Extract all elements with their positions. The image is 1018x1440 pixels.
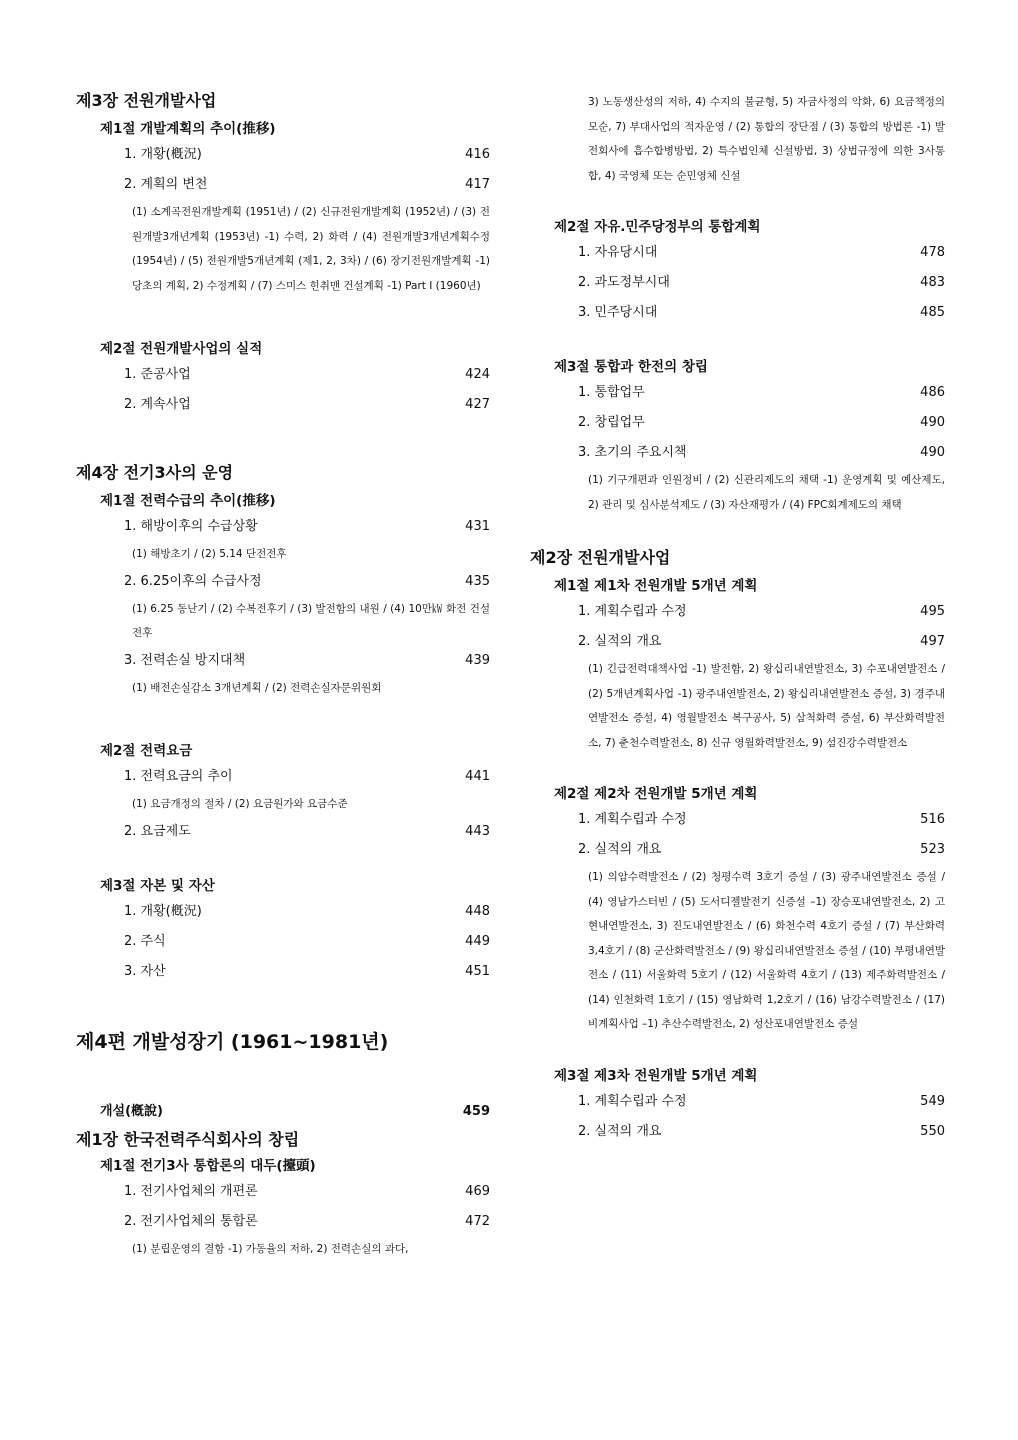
toc-entry[interactable]: 2. 계속사업 427 [124, 397, 490, 412]
right-column [530, 90, 945, 1147]
chapter-heading: 제4장 전기3사의 운영 [76, 463, 234, 482]
toc-entry[interactable]: 3. 자산 451 [124, 963, 490, 979]
toc-detail: (1) 의암수력발전소 / (2) 청평수력 3호기 증설 / (3) 광주내연발전소 증설 / (4) 영남가스터빈 / (5) 도서디젤발전기 신증설 –1) 장승포내연발전소, 2) 고현내연발전소, 3) 진도내연발전소 / (6) 화천수력 4호기 증설 / (7) 부산화력 3,4호기 / (8) 군산화력발전소 / (9) 왕십리내연발전소 증설 / (10) 부평내연발전소 / (11) 서울화력 5호기 / (12) 서울화력 4호기 / (13) 제주화력발전소 / (14) 인천화력 1호기 / (15) 영남화력 1,2호기 / (16) 남강수력발전소 / (17) 비계획사업 –1) 추산수력발전소, 2) 성산포내연발전소 증설 [588, 871, 945, 1030]
toc-detail: (1) 기구개편과 인원정비 / (2) 신관리제도의 채택 -1) 운영계획 및 예산제도, 2) 관리 및 심사분석제도 / (3) 자산재평가 / (4) FPC회계제도의 채택 [588, 474, 945, 511]
section-heading: 제2절 자유.민주당정부의 통합계획 [554, 219, 761, 235]
toc-detail: (1) 긴급전력대책사업 -1) 발전함, 2) 왕십리내연발전소, 3) 수포내연발전소 / (2) 5개년계획사업 -1) 광주내연발전소, 2) 왕십리내연발전소 증설, 3) 경주내연발전소 증설, 4) 영월발전소 복구공사, 5) 삼척화력 증설, 6) 부산화력발전소, 7) 춘천수력발전소, 8) 신규 영월화력발전소, 9) 섬진강수력발전소 [588, 663, 945, 749]
toc-entry[interactable]: 3. 전력손실 방지대책 439 [124, 652, 490, 668]
section-heading: 제3절 통합과 한전의 창립 [554, 359, 708, 375]
toc-entry[interactable]: 2. 실적의 개요 550 [578, 1123, 945, 1139]
toc-entry[interactable]: 1. 개황(槪況) 448 [124, 903, 490, 919]
section-heading: 제2절 전력요금 [100, 743, 193, 759]
section-heading: 제1절 전기3사 통합론의 대두(擡頭) [100, 1157, 316, 1174]
toc-entry[interactable]: 2. 6.25이후의 수급사정 435 [124, 573, 490, 589]
toc-detail: (1) 배전손실감소 3개년계획 / (2) 전력손실자문위원회 [132, 681, 382, 694]
section-heading: 제3절 자본 및 자산 [100, 877, 215, 894]
toc-entry[interactable]: 1. 계획수립과 수정 516 [578, 812, 945, 827]
left-column [76, 88, 490, 1261]
toc-detail: (1) 분립운영의 결함 -1) 가동율의 저하, 2) 전력손실의 과다, [132, 1242, 409, 1255]
toc-entry[interactable]: 1. 전력요금의 추이 441 [124, 769, 490, 784]
toc-detail: (1) 6.25 동난기 / (2) 수복전후기 / (3) 발전함의 내원 / (4) 10만㎾ 화전 건설전후 [132, 602, 490, 639]
toc-detail: (1) 해방초기 / (2) 5.14 단전전후 [132, 548, 287, 560]
toc-entry[interactable]: 2. 창립업무 490 [578, 415, 945, 430]
section-heading: 제1절 제1차 전원개발 5개년 계획 [554, 578, 758, 594]
toc-entry[interactable]: 1. 통합업무 486 [578, 385, 945, 400]
chapter-heading: 제3장 전원개발사업 [76, 91, 217, 110]
toc-entry[interactable]: 2. 실적의 개요 497 [578, 634, 945, 649]
toc-entry[interactable]: 1. 준공사업 424 [124, 367, 490, 382]
toc-entry[interactable]: 1. 개황(槪況) 416 [124, 147, 490, 162]
section-heading: 제2절 전원개발사업의 실적 [100, 341, 263, 357]
chapter-heading: 제2장 전원개발사업 [530, 548, 671, 567]
toc-detail: (1) 소계곡전원개발계획 (1951년) / (2) 신규전원개발계획 (1952년) / (3) 전원개발3개년계획 (1953년) -1) 수력, 2) 화력 / (4) 전원개발3개년계획수정 (1954년) / (5) 전원개발5개년계획 (제1, 2, 3차) / (6) 장기전원개발계획 -1) 당초의 계획, 2) 수정계획 / (7) 스미스 힌취맨 건설계획 -1) Part Ⅰ (1960년) [132, 206, 490, 292]
toc-entry[interactable]: 2. 실적의 개요 523 [578, 842, 945, 857]
toc-entry[interactable]: 1. 계획수립과 수정 549 [578, 1093, 945, 1109]
section-heading: 제1절 전력수급의 추이(推移) [100, 493, 276, 509]
section-heading: 제1절 개발계획의 추이(推移) [100, 121, 276, 137]
toc-entry[interactable]: 2. 과도정부시대 483 [578, 275, 945, 290]
toc-entry[interactable]: 2. 전기사업체의 통합론 472 [124, 1213, 490, 1229]
part-heading: 제4편 개발성장기 (1961~1981년) [76, 1030, 389, 1053]
toc-entry[interactable]: 1. 계획수립과 수정 495 [578, 604, 945, 619]
toc-entry[interactable]: 3. 민주당시대 485 [578, 305, 945, 320]
toc-entry[interactable]: 1. 자유당시대 478 [578, 245, 945, 260]
section-heading: 제2절 제2차 전원개발 5개년 계획 [554, 786, 758, 802]
toc-entry[interactable]: 2. 계획의 변천 417 [124, 177, 490, 192]
section-heading: 제3절 제3차 전원개발 5개년 계획 [554, 1067, 758, 1084]
toc-entry[interactable]: 2. 요금제도 443 [124, 823, 490, 839]
toc-entry[interactable]: 3. 초기의 주요시책 490 [578, 445, 945, 460]
toc-entry[interactable]: 2. 주식 449 [124, 933, 490, 949]
toc-detail: 3) 노동생산성의 저하, 4) 수지의 불균형, 5) 자금사정의 악화, 6) 요금책정의 모순, 7) 부대사업의 적자운영 / (2) 통합의 장단점 / (3) 통합의 방법론 -1) 발전회사에 흡수합병방법, 2) 특수법인체 신설방법, 3) 상법규정에 의한 3사통합, 4) 국영체 또는 순민영체 신설 [588, 96, 945, 182]
toc-entry[interactable]: 1. 전기사업체의 개편론 469 [124, 1183, 490, 1199]
toc-entry[interactable]: 1. 해방이후의 수급상황 431 [124, 519, 490, 534]
toc-detail: (1) 요금개정의 절차 / (2) 요금원가와 요금수준 [132, 798, 348, 810]
toc-entry-intro[interactable]: 개설(槪說) 459 [100, 1103, 490, 1119]
chapter-heading: 제1장 한국전력주식회사의 창립 [76, 1129, 300, 1149]
